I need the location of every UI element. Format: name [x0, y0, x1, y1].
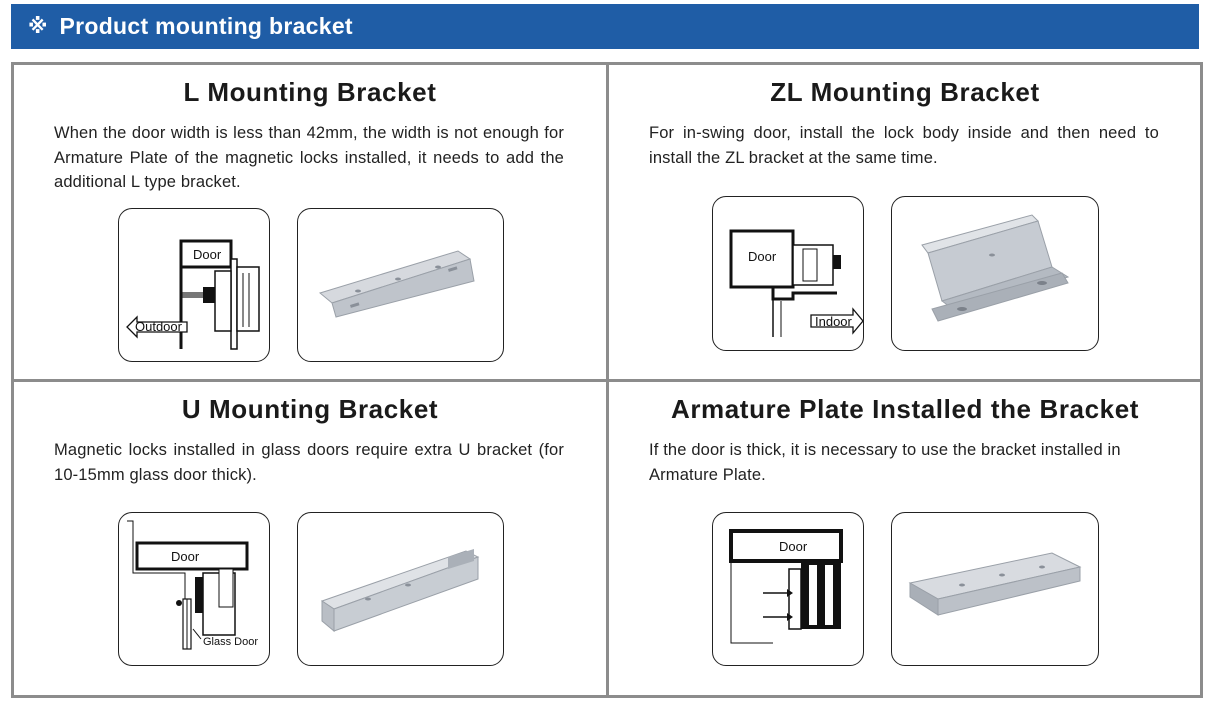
armature-plate-photo [891, 512, 1099, 666]
diagram-label-door: Door [779, 539, 808, 554]
l-bracket-diagram [118, 208, 270, 362]
l-bracket-photo [297, 208, 504, 362]
cell-description: If the door is thick, it is necessary to use the bracket installed in Armature Plate. [649, 441, 1121, 484]
cell-description: Magnetic locks installed in glass doors require extra U bracket (for 10-15mm glass door thick). [54, 441, 564, 484]
cell-zl-bracket [609, 65, 1201, 379]
zl-bracket-photo [891, 196, 1099, 351]
u-bracket-photo [297, 512, 504, 666]
cell-armature-plate-bracket [609, 382, 1201, 696]
bracket-grid [11, 62, 1203, 698]
diagram-label-door: Door [193, 247, 222, 262]
u-bracket-diagram [118, 512, 270, 666]
section-title: Product mounting bracket [59, 13, 353, 39]
reference-mark-icon: ※ [28, 16, 48, 38]
diagram-label-outdoor: Outdoor [135, 319, 182, 334]
cell-title: L Mounting Bracket [183, 77, 437, 107]
diagram-label-glass-door: Glass Door [203, 636, 259, 648]
cell-title: U Mounting Bracket [181, 394, 439, 424]
cell-title: ZL Mounting Bracket [770, 77, 1040, 107]
cell-title: Armature Plate Installed the Bracket [670, 394, 1140, 424]
section-header [11, 4, 1199, 49]
armature-plate-diagram [712, 512, 864, 666]
diagram-label-indoor: Indoor [815, 314, 852, 329]
diagram-label-door: Door [171, 549, 200, 564]
cell-description: When the door width is less than 42mm, the width is not enough for Armature Plate of the magnetic locks installed, it needs to add the additional L type bracket. [54, 124, 564, 191]
zl-bracket-diagram [712, 196, 864, 351]
cell-description: For in-swing door, install the lock body inside and then need to install the ZL bracket at the same time. [649, 124, 1159, 167]
cell-u-bracket [14, 382, 606, 696]
diagram-label-door: Door [748, 249, 777, 264]
cell-l-bracket [14, 65, 606, 379]
